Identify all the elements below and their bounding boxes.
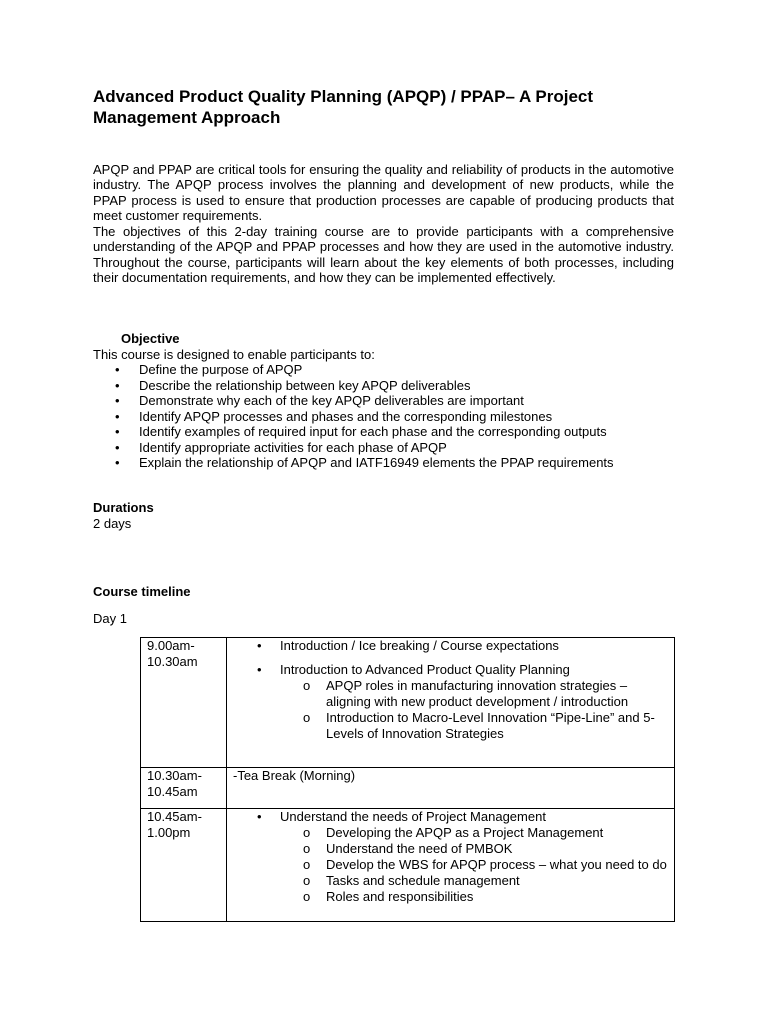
- objective-intro: This course is designed to enable participants to:: [93, 347, 375, 362]
- list-item: • Identify APQP processes and phases and the corresponding milestones: [93, 409, 614, 425]
- list-item: • Demonstrate why each of the key APQP deliverables are important: [93, 393, 614, 409]
- activity-cell: [227, 638, 675, 768]
- list-item: o Tasks and schedule management: [227, 873, 674, 889]
- objective-list: [93, 362, 614, 471]
- list-item: o Introduction to Macro-Level Innovation “Pipe-Line” and 5-Levels of Innovation Strategies: [227, 710, 674, 742]
- timeline-table: [140, 637, 675, 922]
- objective-heading: Objective: [121, 331, 180, 346]
- list-item: o Develop the WBS for APQP process – what you need to do: [227, 857, 674, 873]
- activity-cell: [227, 809, 675, 922]
- timeline-heading: Course timeline: [93, 584, 191, 599]
- time-cell: 9.00am- 10.30am: [141, 638, 227, 768]
- activity-cell: [227, 768, 675, 809]
- list-item: • Introduction to Advanced Product Quality Planning: [227, 662, 674, 678]
- list-item: • Identify appropriate activities for each phase of APQP: [93, 440, 614, 456]
- tea-break-text: -Tea Break (Morning): [233, 768, 356, 783]
- list-item: o Understand the need of PMBOK: [227, 841, 674, 857]
- table-row: [141, 768, 675, 809]
- day-label: Day 1: [93, 611, 127, 626]
- list-item: • Describe the relationship between key APQP deliverables: [93, 378, 614, 394]
- list-item: • Explain the relationship of APQP and IATF16949 elements the PPAP requirements: [93, 455, 614, 471]
- list-item: o APQP roles in manufacturing innovation strategies – aligning with new product development / introduction: [227, 678, 674, 710]
- time-cell: 10.30am- 10.45am: [141, 768, 227, 809]
- list-item: • Understand the needs of Project Management: [227, 809, 674, 825]
- time-cell: 10.45am- 1.00pm: [141, 809, 227, 922]
- table-row: [141, 638, 675, 768]
- durations-heading: Durations: [93, 500, 154, 515]
- list-item: • Introduction / Ice breaking / Course expectations: [227, 638, 674, 654]
- table-row: [141, 809, 675, 922]
- list-item: o Developing the APQP as a Project Management: [227, 825, 674, 841]
- list-item: • Define the purpose of APQP: [93, 362, 614, 378]
- intro-paragraph: APQP and PPAP are critical tools for ensuring the quality and reliability of products in the automotive industry. The APQP process involves the planning and development of new products, while the PPAP process is used to ensure that production processes are capable of producing products that meet customer requirements.: [93, 162, 674, 224]
- list-item: • Identify examples of required input for each phase and the corresponding outputs: [93, 424, 614, 440]
- objectives-paragraph: The objectives of this 2-day training course are to provide participants with a comprehensive understanding of the APQP and PPAP processes and how they are used in the automotive industry. Throughout the course, participants will learn about the key elements of both processes, including their documentation requirements, and how they can be implemented effectively.: [93, 224, 674, 286]
- document-title: Advanced Product Quality Planning (APQP) / PPAP– A Project Management Approach: [93, 87, 594, 127]
- list-item: o Roles and responsibilities: [227, 889, 674, 905]
- durations-value: 2 days: [93, 516, 132, 531]
